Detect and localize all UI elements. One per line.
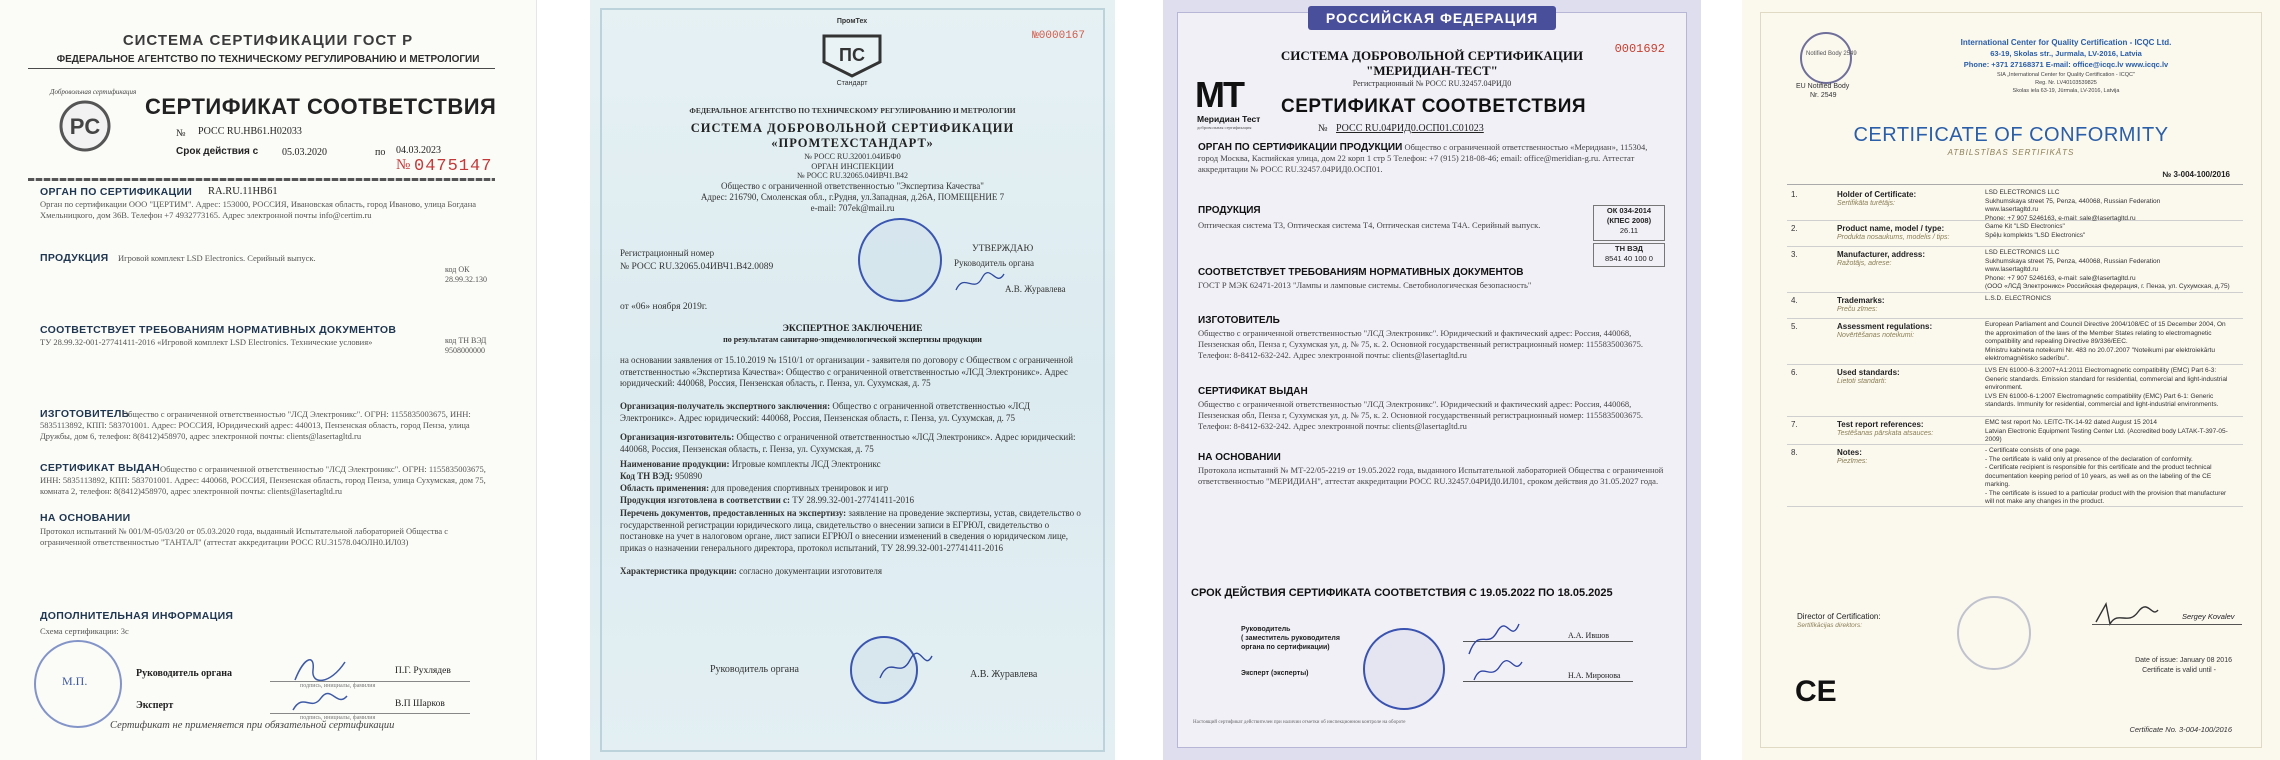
agency-title: ФЕДЕРАЛЬНОЕ АГЕНТСТВО ПО ТЕХНИЧЕСКОМУ РЕГУЛИРОВАНИЮ И МЕТРОЛОГИИ	[689, 106, 1016, 115]
row-label: Test report references:	[1837, 420, 1924, 429]
promtekhstandart-conclusion	[590, 0, 1115, 760]
regno-label: Регистрационный номер	[620, 248, 715, 258]
para-product	[620, 459, 1085, 471]
product-label: Наименование продукции:	[620, 459, 730, 469]
sign-caption: подпись, инициалы, фамилия	[300, 715, 376, 721]
system-name: «ПРОМТЕХСТАНДАРТ»	[771, 136, 934, 150]
row-label-lv: Piezīmes:	[1837, 458, 1868, 465]
para-basis: на основании заявления от 15.10.2019 № 1510/1 от организации - заявителя по договору с Обществом с ограниченной ответственностью «Экспертиза Качества»: Общество с ограниченной ответственностью «ЛСД Электроникс». Адрес юридический: 440068, Россия, Пензенская область, г. Пенза, ул. Сухумская, д. 75	[620, 355, 1073, 388]
table-row	[1787, 220, 2243, 247]
reg-number: Регистрационный № РОСС RU.32457.04РИД0	[1352, 79, 1512, 88]
icqc-certificate	[1742, 0, 2280, 760]
approve-role: Руководитель органа	[954, 258, 1035, 268]
row-number: 7.	[1791, 420, 1798, 429]
row-number: 6.	[1791, 368, 1798, 377]
row-label: Assessment regulations:	[1837, 322, 1933, 331]
product-label: ПРОДУКЦИЯ	[1198, 205, 1261, 216]
standard-text: ТУ 28.99.32-001-27741411-2016	[792, 495, 915, 505]
tnved-code: 9508000000	[445, 346, 485, 355]
characteristics-label: Характеристика продукции:	[620, 566, 737, 576]
issued-label: СЕРТИФИКАТ ВЫДАН	[40, 462, 161, 474]
promtekh-logo	[814, 18, 890, 90]
table-row	[1787, 186, 2243, 221]
tnved-text: 950890	[675, 471, 703, 481]
agency-title: ФЕДЕРАЛЬНОЕ АГЕНТСТВО ПО ТЕХНИЧЕСКОМУ РЕГУЛИРОВАНИЮ И МЕТРОЛОГИИ	[56, 54, 480, 65]
row-value: L.S.D. ELECTRONICS	[1985, 295, 2052, 302]
table-top	[1787, 184, 2243, 185]
table-row	[1787, 318, 2243, 365]
recipient-label: Организация-получатель экспертного заключения:	[620, 401, 831, 411]
signature-line	[270, 681, 470, 682]
row-label: Used standards:	[1837, 368, 1900, 377]
basis-text: Протокола испытаний № МТ-22/05-2219 от 19.05.2022 года, выданного Испытательной лабораторией Общества с ограниченной ответственностью "МЕРИДИАН", аттестат аккредитации РОСС RU.32457.04РИД0.ИЛ01, сроком действия до 31.05.2027 года.	[1198, 465, 1664, 486]
table-row	[1787, 416, 2243, 445]
validity-label: Срок действия с	[176, 146, 259, 157]
head-name: П.Г. Рухлядев	[395, 666, 451, 676]
row-label: Notes:	[1837, 448, 1862, 457]
banner	[1308, 6, 1556, 30]
recipient-text: Общество с ограниченной ответственностью «ЛСД Электроникс». Адрес юридический: 440068, Россия, Пензенская область, г. Пенза, ул. Сухумская, д. 75	[620, 401, 1031, 423]
ok-sub: (КПЕС 2008)	[1606, 216, 1652, 225]
row-value: LVS EN 61000-6-3:2007+A1:2011 Electromagnetic compatibility (EMC) Part 6-3: Generic standards. Emission standard for residential, commercial and light-industrial environment. LVS EN 61000-6-1:2007 Electromagnetic compatibility (EMC) Part 6-1: Generic standards. Immunity for residential, commercial and light-industrial environments.	[1985, 367, 2228, 408]
tn-box	[1593, 243, 1665, 267]
po-label: по	[375, 147, 386, 158]
pts-logo-icon	[814, 28, 890, 80]
tnved-label: Код ТН ВЭД:	[620, 471, 673, 481]
row-value: - Certificate consists of one page. - The certificate is valid only at presence of the declaration of conformity. - Certificate recipient is responsible for this certificate and the product technical documentation keeping period of 10 years, as well as on the labeling of the CE marking. - The certificate is issued to a particular product with the provision that manufacturer will not make any changes in the product.	[1985, 447, 2227, 505]
number-label: №	[176, 128, 186, 139]
inspection-stamp	[858, 218, 942, 302]
head-label: Руководитель органа	[710, 664, 799, 675]
signature-line	[270, 713, 470, 714]
header-address: 63-19, Skolas str., Jurmala, LV-2016, Latvia	[1990, 49, 2142, 58]
row-label-lv: Produkta nosaukums, modelis / tips:	[1837, 234, 1950, 241]
basis-label: НА ОСНОВАНИИ	[40, 512, 131, 524]
conform-label: СООТВЕТСТВУЕТ ТРЕБОВАНИЯМ НОРМАТИВНЫХ ДОКУМЕНТОВ	[40, 324, 397, 336]
issued-label: СЕРТИФИКАТ ВЫДАН	[1198, 386, 1308, 397]
reg-1: № РОСС RU.32001.04ИБФ0	[804, 152, 901, 161]
expert-label: Эксперт (эксперты)	[1241, 670, 1309, 677]
certificate-subtitle: ATBILSTĪBAS SERTIFIKĀTS	[1947, 148, 2075, 157]
conform-text: ГОСТ Р МЭК 62471-2013 "Лампы и ламповые системы. Светобиологическая безопасность"	[1198, 280, 1532, 290]
para-standard	[620, 495, 1085, 507]
row-label: Holder of Certificate:	[1837, 190, 1917, 199]
scheme-text: Схема сертификации: 3с	[40, 626, 129, 636]
director-label: Director of Certification:	[1797, 612, 1881, 621]
svg-text:PC: PC	[69, 114, 101, 139]
serial-number: №0000167	[1032, 30, 1085, 42]
row-label: Trademarks:	[1837, 296, 1885, 305]
certificate-title: СЕРТИФИКАТ СООТВЕТСТВИЯ	[1281, 96, 1587, 117]
product-label: ПРОДУКЦИЯ	[40, 252, 109, 264]
signature-line	[2092, 624, 2242, 625]
row-number: 5.	[1791, 322, 1798, 331]
separator-stripe	[28, 178, 495, 181]
serial-number: 0475147	[414, 157, 493, 176]
standard-label: Продукция изготовлена в соответствии с:	[620, 495, 791, 505]
table-row	[1787, 444, 2243, 507]
svg-text:ПС: ПС	[839, 45, 865, 65]
basis-label: НА ОСНОВАНИИ	[1198, 452, 1281, 463]
certificate-number: РОСС RU.НВ61.Н02033	[198, 126, 302, 137]
footer-text: Настоящий сертификат действителен при наличии отметки об инспекционном контроле на обороте	[1193, 720, 1406, 725]
divider	[28, 68, 495, 69]
issued-text: Общество с ограниченной ответственностью "ЛСД Электроникс". Юридический и фактический адрес: Россия, 440068, Пензенская обл, Пенза г, Сухумская ул, д. № 75, к. 2. Основной государственный регистрационный номер: 1155835003675. Телефон: 8-8412-632-242. Адрес электронной почты: clients@lasertagltd.ru	[1198, 399, 1644, 431]
okp-code: 28.99.32.130	[445, 275, 487, 284]
approve-name: А.В. Журавлева	[1005, 284, 1066, 294]
rst-logo-icon	[40, 96, 130, 156]
system-title: СИСТЕМА ДОБРОВОЛЬНОЙ СЕРТИФИКАЦИИ	[690, 121, 1015, 135]
tnved-label: код ТН ВЭД	[445, 336, 487, 345]
email: e-mail: 707ek@mail.ru	[810, 203, 895, 213]
expert-name: В.П Шарков	[395, 699, 445, 709]
header-phone: Phone: +371 27168371 E-mail: office@icqc.lv www.icqc.lv	[1963, 60, 2169, 69]
basis-text: Протокол испытаний № 001/M-05/03/20 от 05.03.2020 года, выданный Испытательной лабораторией Общества с ограниченной ответственностью "ТАНТАЛ" (аттестат аккредитации РОСС RU.31578.04ОЛН0.ИЛ03)	[40, 526, 449, 547]
footer-text: Сертификат не применяется при обязательной сертификации	[110, 720, 395, 731]
number-label: №	[1318, 123, 1328, 134]
row-label: Product name, model / type:	[1837, 224, 1945, 233]
serial-number: 0001692	[1614, 42, 1665, 56]
row-value: LSD ELECTRONICS LLC Sukhumskaya street 75, Penza, 440068, Russian Federation www.lasertagltd.ru Phone: +7 907 5246163, e-mail: sale@lasertagltd.ru	[1985, 189, 2161, 222]
head-signature-icon	[1463, 620, 1523, 660]
date: от «06» ноября 2019г.	[620, 302, 708, 312]
scope-label: Область применения:	[620, 483, 710, 493]
header-title: International Center for Quality Certification - ICQC Ltd.	[1960, 38, 2172, 47]
certificate-number: № 3-004-100/2016	[2162, 170, 2230, 179]
row-number: 1.	[1791, 190, 1798, 199]
address: Адрес: 216790, Смоленская обл., г.Рудня, ул.Западная, д.26А, ПОМЕЩЕНИЕ 7	[700, 192, 1005, 202]
table-row	[1787, 292, 2243, 319]
organ: ОРГАН ИНСПЕКЦИИ	[811, 161, 894, 171]
header-sub2: Reg. Nr. LV40103539825	[2035, 80, 2097, 86]
system-title: СИСТЕМА СЕРТИФИКАЦИИ ГОСТ Р	[122, 32, 414, 49]
director-name: Sergey Kovalev	[2182, 612, 2235, 621]
mp-label: М.П.	[62, 674, 88, 688]
header-sub1: SIA „International Center for Quality Certification - ICQC"	[1997, 72, 2135, 78]
organ-block	[1198, 142, 1668, 175]
date-issue: Date of issue: January 08 2016	[2135, 657, 2232, 664]
row-label-lv: Sertifikāta turētājs:	[1837, 200, 1895, 207]
extra-label: ДОПОЛНИТЕЛЬНАЯ ИНФОРМАЦИЯ	[40, 610, 234, 622]
logo-bottom: Стандарт	[836, 80, 868, 87]
maker-text: Общество с ограниченной ответственностью "ЛСД Электроникс". ОГРН: 1155835003675, ИНН: 5835113892, КПП: 583701001. Адрес: РОССИЯ, Юридический адрес: 440013, Пензенская область, город Пенза, улица Дружбы, дом 6, телефон: 8(8412)458970, адрес электронной почты: clients@lasertagltd.ru	[40, 409, 471, 441]
ce-mark-icon: CE	[1795, 675, 1837, 708]
tn-code: 8541 40 100 0	[1605, 254, 1653, 263]
approve-signature-icon	[952, 270, 1008, 296]
row-number: 8.	[1791, 448, 1798, 457]
valid-to: 04.03.2023	[396, 145, 441, 156]
expert-label: Эксперт	[136, 700, 174, 711]
expert-name: Н.А. Миронова	[1568, 671, 1621, 680]
maker-label: ИЗГОТОВИТЕЛЬ	[1198, 315, 1280, 326]
eu-number: Nr. 2549	[1810, 92, 1837, 99]
organ-text: Общество с ограниченной ответственностью «Меридиан», 115304, город Москва, Каспийская улица, дом 22 корп 1 стр 5 Телефон: +7 (915) 218-08-46; email: office@meridian-g.ru. Аттестат аккредитации № РОСС RU.32457.04РИД0.ОСП01.	[1198, 142, 1648, 174]
para-documents	[620, 508, 1085, 554]
reg-2: № РОСС RU.32065.04ИВЧ1.В42	[796, 171, 909, 180]
ok-box	[1593, 205, 1665, 241]
product-text: Игровой комплект LSD Electronics. Серийный выпуск.	[118, 253, 316, 263]
certificate-number: РОСС RU.04РИД0.ОСП01.С01023	[1336, 123, 1484, 134]
valid-until: Certificate is valid until -	[2142, 667, 2216, 674]
logo-caption: Меридиан Тест	[1197, 114, 1261, 124]
row-label-lv: Preču zīmes:	[1837, 306, 1878, 313]
certificate-title: СЕРТИФИКАТ СООТВЕТСТВИЯ	[145, 94, 497, 119]
ok-label: ОК 034-2014	[1606, 206, 1652, 215]
conform-label: СООТВЕТСТВУЕТ ТРЕБОВАНИЯМ НОРМАТИВНЫХ ДОКУМЕНТОВ	[1198, 267, 1524, 278]
banner-text: РОССИЙСКАЯ ФЕДЕРАЦИЯ	[1325, 10, 1539, 26]
head-name: А.А. Ившов	[1568, 631, 1610, 640]
row-number: 4.	[1791, 296, 1798, 305]
okp-label: код ОК	[445, 265, 470, 274]
row-label-lv: Novērtēšanas noteikumi:	[1837, 332, 1915, 339]
gost-certificate	[0, 0, 537, 760]
organ-label: ОРГАН ПО СЕРТИФИКАЦИИ	[40, 186, 193, 198]
conclusion-subtitle: по результатам санитарно-эпидемиологической экспертизы продукции	[723, 335, 982, 344]
table-row	[1787, 246, 2243, 293]
system-title: СИСТЕМА ДОБРОВОЛЬНОЙ СЕРТИФИКАЦИИ	[1280, 48, 1584, 63]
footer-number: Certificate No. 3-004-100/2016	[2129, 725, 2232, 734]
row-value: Game Kit "LSD Electronics" Spēļu komplekts "LSD Electronics"	[1985, 223, 2086, 239]
organ-label: ОРГАН ПО СЕРТИФИКАЦИИ ПРОДУКЦИИ	[1198, 142, 1403, 153]
ok-code: 26.11	[1619, 226, 1639, 235]
characteristics-text: согласно документации изготовителя	[739, 566, 883, 576]
director-sub: Sertifikācijas direktors:	[1797, 622, 1863, 629]
tn-label: ТН ВЭД	[1615, 244, 1643, 253]
logo-label: Notified Body 2549	[1806, 51, 1857, 57]
certification-seal	[1363, 628, 1445, 710]
head-label: Руководитель ( заместитель руководителя органа по сертификации)	[1241, 626, 1340, 651]
para-maker	[620, 432, 1085, 455]
organ-text: Орган по сертификации ООО "ЦЕРТИМ". Адрес: 153000, РОССИЯ, Ивановская область, город Иваново, улица Богдана Хмельницкого, дом 36В. Телефон +7 4932773165. Адрес электронной почты info@certim.ru	[40, 199, 477, 220]
gost-logo	[40, 88, 137, 158]
head-label: Руководитель органа	[136, 668, 232, 679]
validity-text: СРОК ДЕЙСТВИЯ СЕРТИФИКАТА СООТВЕТСТВИЯ С 19.05.2022 ПО 18.05.2025	[1191, 587, 1613, 599]
row-value: LSD ELECTRONICS LLC Sukhumskaya street 75, Penza, 440068, Russian Federation www.lasertagltd.ru Phone: +7 907 5246163, e-mail: sale@lasertagltd.ru (ООО «ЛСД Электроникс» Российская федерация, г. Пенза, ул. Сухумская, д.75)	[1985, 249, 2230, 290]
maker-text: Общество с ограниченной ответственностью "ЛСД Электроникс". Юридический и фактический адрес: Россия, 440068, Пензенская обл, Пенза г, Сухумская ул, д. № 75, к. 2. Основной государственный регистрационный номер: 1155835003675. Телефон: 8-8412-632-242. Адрес электронной почты: clients@lasertagltd.ru	[1198, 328, 1644, 360]
regno: № РОСС RU.32065.04ИВЧ1.В42.0089	[620, 262, 774, 272]
documents-label: Перечень документов, предоставленных на экспертизу:	[620, 508, 847, 518]
system-name: "МЕРИДИАН-ТЕСТ"	[1366, 63, 1498, 78]
org-name: Общество с ограниченной ответственностью "Экспертиза Качества"	[721, 181, 984, 191]
head-signature-icon	[876, 650, 936, 684]
scope-text: для проведения спортивных тренировок и игр	[711, 483, 889, 493]
table-row	[1787, 364, 2243, 417]
director-signature-icon	[2092, 600, 2162, 630]
product-text: Игровые комплекты ЛСД Электроникс	[731, 459, 881, 469]
sign-caption: подпись, инициалы, фамилия	[300, 683, 376, 689]
meridian-test-certificate	[1163, 0, 1701, 760]
approve-label: УТВЕРЖДАЮ	[972, 244, 1034, 254]
maker-text: Общество с ограниченной ответственностью «ЛСД Электроникс». Адрес юридический: 440068, Россия, Пензенская область, г. Пенза, ул. Сухумская, д. 75	[620, 432, 1076, 454]
serial-prefix: №	[396, 157, 411, 173]
logo-top: ПромТех	[836, 18, 868, 25]
documents-text: заявление на проведение экспертизы, устав, свидетельство о государственной регистрации юридического лица, свидетельство о внесении записи в ЕГРЮЛ, свидетельство о постановке на учет в налоговом органе, лист записи ЕГРЮЛ о внесении изменений в сведения о юридическом лице, приказ о назначении генерального директора, протокол испытаний, ТУ 28.99.32-001-27741411-2016	[620, 508, 1081, 553]
row-number: 2.	[1791, 224, 1798, 233]
mt-logo	[1193, 72, 1271, 134]
row-number: 3.	[1791, 250, 1798, 259]
icqc-seal	[1957, 596, 2031, 670]
row-label-lv: Ražotājs, adrese:	[1837, 260, 1892, 267]
row-label-lv: Testēšanas pārskata atsauces:	[1837, 430, 1934, 437]
row-value: European Parliament and Council Directive 2004/108/EC of 15 December 2004, On the approximation of the laws of the Member States relating to electromagnetic compatibility and repealing Directive 89/336/EEC. Ministru kabineta noteikumi Nr. 483 no 20.07.2007 "Noteikumi par elektroiekārtu elektromagnētisko saderību".	[1985, 321, 2226, 362]
product-text: Оптическая система Т3, Оптическая система Т4, Оптическая система Т4А. Серийный выпуск.	[1198, 220, 1541, 230]
expert-signature-icon	[1468, 656, 1528, 686]
para-recipient	[620, 401, 1085, 424]
conform-text: ТУ 28.99.32-001-27741411-2016 «Игровой комплект LSD Electronics. Технические условия»	[40, 337, 373, 347]
para-tnved	[620, 471, 1085, 483]
conclusion-title: ЭКСПЕРТНОЕ ЗАКЛЮЧЕНИЕ	[782, 324, 923, 334]
row-label-lv: Lietoti standarti:	[1837, 378, 1887, 385]
valid-from: 05.03.2020	[282, 147, 327, 158]
logo-sub: добровольная сертификация	[1197, 125, 1252, 130]
header-sub3: Skolas iela 63-19, Jūrmala, LV-2016, Latvija	[2012, 88, 2120, 94]
maker-label: Организация-изготовитель:	[620, 432, 735, 442]
certificate-title: CERTIFICATE OF CONFORMITY	[1853, 124, 2169, 146]
logo-caption: Добровольная сертификация	[50, 88, 137, 96]
head-name: А.В. Журавлева	[970, 669, 1038, 680]
para-scope	[620, 483, 1085, 495]
maker-label: ИЗГОТОВИТЕЛЬ	[40, 408, 130, 420]
eu-label: EU Notified Body	[1796, 83, 1850, 90]
para-characteristics	[620, 566, 1085, 578]
row-label: Manufacturer, address:	[1837, 250, 1926, 259]
logo-letters: МТ	[1195, 74, 1243, 115]
icqc-logo	[1800, 32, 1857, 84]
issued-text: Общество с ограниченной ответственностью "ЛСД Электроникс". ОГРН: 1155835003675, ИНН: 5835113892, КПП: 583701001. Адрес: 440068, РОССИЯ, Пензенская область, город Пенза, улица Сухумская, дом 75, комната 2, телефон: 8(8412)458970, адрес электронной почты: clients@lasertagltd.ru	[40, 464, 486, 496]
organ-code: RA.RU.11НВ61	[208, 186, 278, 197]
row-value: EMC test report No. LEITC-TK-14-92 dated August 15 2014 Latvian Electronic Equipment Testing Center Ltd. (Accredited body LATAK-T-397-05-2009)	[1985, 419, 2228, 443]
